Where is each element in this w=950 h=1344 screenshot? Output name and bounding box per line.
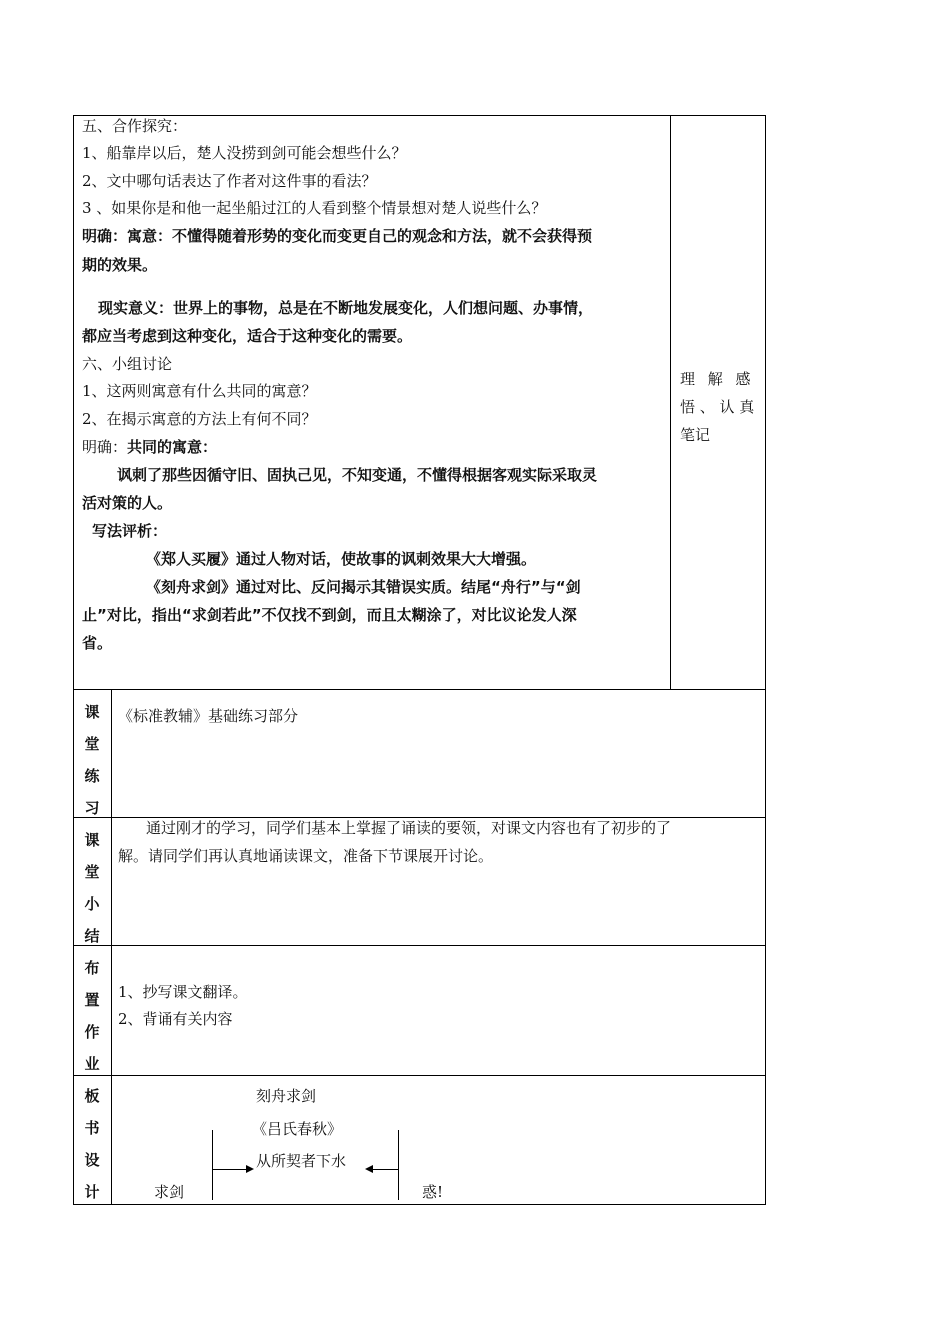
board-source: 《吕氏春秋》 <box>252 1120 343 1138</box>
section5-answer-moral-line1: 明确：寓意：不懂得随着形势的变化而变更自己的观念和方法，就不会获得预 <box>82 227 593 245</box>
table-border-right <box>765 115 766 1205</box>
summary-row-label <box>75 824 109 952</box>
side-note-line2: 悟 、 认 真 <box>680 398 755 416</box>
board-middle: 从所契者下水 <box>256 1152 347 1170</box>
label-char: 课 <box>84 703 100 721</box>
board-left-arrow-line <box>213 1169 246 1170</box>
section5-answer-reality-line1: 现实意义：世界上的事物，总是在不断地发展变化，人们想问题、办事情， <box>98 299 594 317</box>
homework-row-label <box>75 952 109 1080</box>
section6-writing-a: 《郑人买履》通过人物对话，使故事的讽刺效果大大增强。 <box>146 550 537 568</box>
section6-common-line2: 活对策的人。 <box>82 494 173 512</box>
section6-question-2: 2、在揭示寓意的方法上有何不同？ <box>82 410 317 428</box>
board-right: 惑! <box>422 1183 444 1201</box>
label-char: 书 <box>84 1119 100 1137</box>
side-note-line3: 笔记 <box>680 426 711 444</box>
label-char: 堂 <box>84 863 100 881</box>
label-char: 课 <box>84 831 100 849</box>
section5-answer-moral-line2: 期的效果。 <box>82 256 158 274</box>
section6-writing-heading: 写法评析： <box>92 522 168 540</box>
section6-writing-b-line3: 省。 <box>82 634 113 652</box>
label-char: 计 <box>84 1183 100 1201</box>
section6-writing-b-line1: 《刻舟求剑》通过对比、反问揭示其错误实质。结尾“舟行”与“剑 <box>146 578 581 596</box>
section6-heading: 六、小组讨论 <box>82 355 173 373</box>
label-char: 练 <box>84 767 100 785</box>
label-char: 作 <box>84 1023 100 1041</box>
summary-line1: 通过刚才的学习，同学们基本上掌握了诵读的要领，对课文内容也有了初步的了 <box>146 819 672 837</box>
section6-clarify <box>82 436 217 458</box>
clarify-prefix: 明确： <box>82 438 128 456</box>
row-divider-4 <box>73 1075 766 1076</box>
board-right-arrow-line <box>373 1169 398 1170</box>
section5-question-1: 1、船靠岸以后，楚人没捞到剑可能会想些什么？ <box>82 144 407 162</box>
clarify-bold: 共同的寓意： <box>127 438 218 456</box>
label-char: 习 <box>84 799 100 817</box>
board-left-bracket <box>212 1130 213 1200</box>
board-left: 求剑 <box>154 1183 185 1201</box>
label-char: 置 <box>84 991 100 1009</box>
practice-text: 《标准教辅》基础练习部分 <box>118 707 299 725</box>
section6-question-1: 1、这两则寓意有什么共同的寓意？ <box>82 382 317 400</box>
section6-common-line1: 讽刺了那些因循守旧、固执己见，不知变通，不懂得根据客观实际采取灵 <box>117 466 598 484</box>
label-char: 设 <box>84 1151 100 1169</box>
row-divider-1 <box>73 689 766 690</box>
label-char: 布 <box>84 959 100 977</box>
table-border-bottom <box>73 1204 766 1205</box>
label-char: 堂 <box>84 735 100 753</box>
board-right-bracket <box>398 1130 399 1200</box>
homework-line1: 1、抄写课文翻译。 <box>118 983 248 1001</box>
label-char: 结 <box>84 927 100 945</box>
side-note-line1: 理 解 感 <box>680 370 755 388</box>
practice-row-label <box>75 696 109 824</box>
board-left-arrow-head <box>246 1165 254 1173</box>
side-column-divider <box>670 115 671 689</box>
row-divider-3 <box>73 945 766 946</box>
table-border-left <box>73 115 74 1205</box>
board-right-arrow-head <box>365 1165 373 1173</box>
board-row-label <box>75 1080 109 1208</box>
label-char: 业 <box>84 1055 100 1073</box>
section6-writing-b-line2: 止”对比，指出“求剑若此”不仅找不到剑，而且太糊涂了，对比议论发人深 <box>82 606 577 624</box>
section5-answer-reality-line2: 都应当考虑到这种变化，适合于这种变化的需要。 <box>82 327 413 345</box>
summary-line2: 解。请同学们再认真地诵读课文，准备下节课展开讨论。 <box>118 847 494 865</box>
section5-question-3: 3 、如果你是和他一起坐船过江的人看到整个情景想对楚人说些什么？ <box>82 199 547 217</box>
board-title: 刻舟求剑 <box>256 1087 317 1105</box>
label-column-divider <box>111 689 112 1204</box>
label-char: 小 <box>84 895 100 913</box>
section5-heading: 五、合作探究： <box>82 117 188 135</box>
section5-question-2: 2、文中哪句话表达了作者对这件事的看法？ <box>82 172 377 190</box>
label-char: 板 <box>84 1087 100 1105</box>
homework-line2: 2、背诵有关内容 <box>118 1010 233 1028</box>
